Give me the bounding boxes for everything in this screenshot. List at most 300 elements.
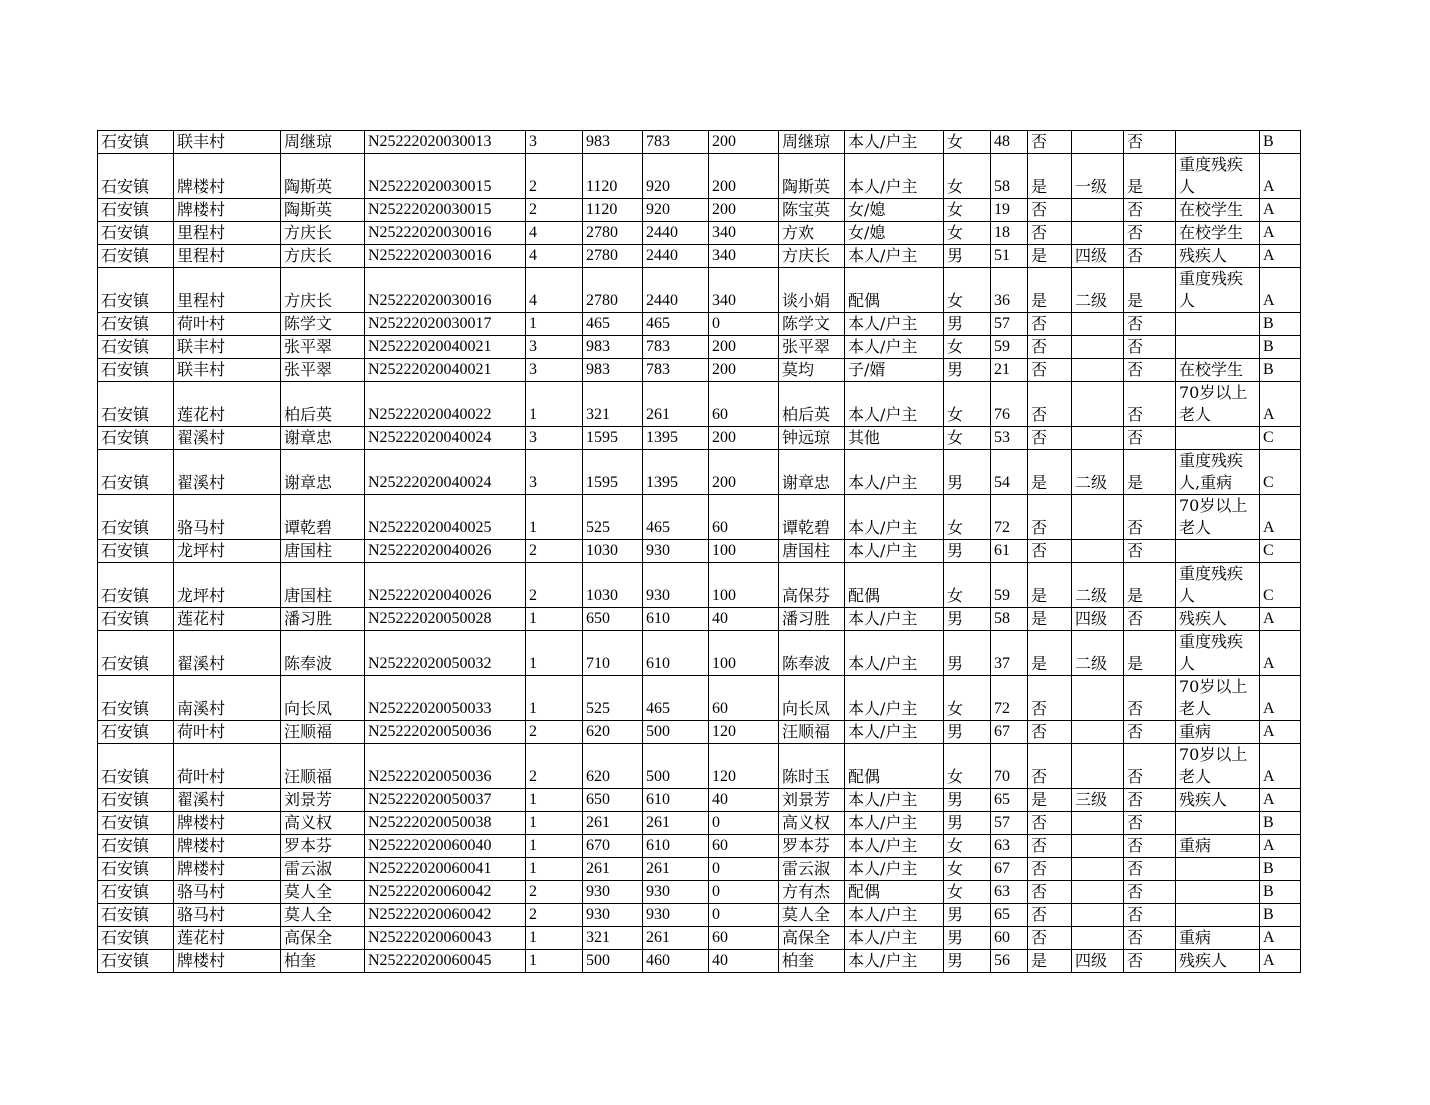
relation-cell: 本人/户主 [845,495,944,540]
extra-amount-cell: 60 [709,676,779,721]
village-cell: 翟溪村 [174,789,281,812]
extra-amount-cell: 340 [709,245,779,268]
total-amount-cell: 1120 [583,199,643,222]
household-head-cell: 向长凤 [281,676,365,721]
household-id-cell: N25222020030013 [365,131,526,154]
village-cell: 骆马村 [174,904,281,927]
household-head-cell: 高义权 [281,812,365,835]
disabled-flag-cell: 否 [1028,222,1072,245]
disability-level-cell: 二级 [1072,450,1124,495]
total-amount-cell: 1030 [583,563,643,608]
disabled-flag-cell: 否 [1028,858,1072,881]
total-amount-cell: 500 [583,950,643,973]
age-cell: 53 [991,427,1028,450]
extra-amount-cell: 100 [709,563,779,608]
village-cell: 荷叶村 [174,313,281,336]
relation-cell: 本人/户主 [845,382,944,427]
family-size-cell: 1 [526,495,583,540]
extra-amount-cell: 40 [709,950,779,973]
town-cell: 石安镇 [98,721,174,744]
village-cell: 骆马村 [174,495,281,540]
category-cell [1176,812,1260,835]
village-cell: 荷叶村 [174,721,281,744]
extra-amount-cell: 0 [709,904,779,927]
base-amount-cell: 465 [643,495,709,540]
member-name-cell: 刘景芳 [779,789,845,812]
household-head-cell: 潘习胜 [281,608,365,631]
disabled-flag-cell: 否 [1028,199,1072,222]
severe-flag-cell: 否 [1124,858,1176,881]
category-cell: 残疾人 [1176,245,1260,268]
disabled-flag-cell: 否 [1028,904,1072,927]
relation-cell: 本人/户主 [845,245,944,268]
town-cell: 石安镇 [98,382,174,427]
age-cell: 56 [991,950,1028,973]
table-row [98,427,1301,450]
extra-amount-cell: 40 [709,608,779,631]
age-cell: 67 [991,721,1028,744]
gender-cell: 女 [944,495,991,540]
table-row [98,904,1301,927]
category-cell: 70岁以上老人 [1176,744,1260,789]
table-row [98,563,1301,608]
table-row [98,950,1301,973]
age-cell: 70 [991,744,1028,789]
disabled-flag-cell: 否 [1028,131,1072,154]
town-cell: 石安镇 [98,812,174,835]
disability-level-cell [1072,835,1124,858]
severe-flag-cell: 否 [1124,789,1176,812]
grade-cell: A [1260,927,1301,950]
severe-flag-cell: 是 [1124,450,1176,495]
category-cell [1176,881,1260,904]
base-amount-cell: 465 [643,313,709,336]
town-cell: 石安镇 [98,563,174,608]
extra-amount-cell: 200 [709,359,779,382]
table-row [98,676,1301,721]
age-cell: 54 [991,450,1028,495]
age-cell: 19 [991,199,1028,222]
extra-amount-cell: 60 [709,835,779,858]
age-cell: 72 [991,495,1028,540]
severe-flag-cell: 否 [1124,382,1176,427]
town-cell: 石安镇 [98,199,174,222]
disabled-flag-cell: 否 [1028,881,1072,904]
total-amount-cell: 670 [583,835,643,858]
extra-amount-cell: 200 [709,154,779,199]
grade-cell: A [1260,950,1301,973]
category-cell: 重病 [1176,927,1260,950]
grade-cell: A [1260,631,1301,676]
disability-level-cell: 四级 [1072,950,1124,973]
disability-level-cell [1072,313,1124,336]
town-cell: 石安镇 [98,950,174,973]
relation-cell: 本人/户主 [845,835,944,858]
member-name-cell: 唐国柱 [779,540,845,563]
household-head-cell: 谢章忠 [281,427,365,450]
category-cell: 重度残疾人 [1176,631,1260,676]
severe-flag-cell: 否 [1124,131,1176,154]
age-cell: 58 [991,154,1028,199]
disabled-flag-cell: 否 [1028,495,1072,540]
household-head-cell: 汪顺福 [281,721,365,744]
total-amount-cell: 983 [583,359,643,382]
town-cell: 石安镇 [98,540,174,563]
severe-flag-cell: 否 [1124,336,1176,359]
severe-flag-cell: 否 [1124,199,1176,222]
disabled-flag-cell: 是 [1028,154,1072,199]
table-row [98,154,1301,199]
category-cell: 在校学生 [1176,359,1260,382]
family-size-cell: 2 [526,154,583,199]
table-row [98,199,1301,222]
grade-cell: A [1260,676,1301,721]
household-head-cell: 柏奎 [281,950,365,973]
total-amount-cell: 983 [583,336,643,359]
disabled-flag-cell: 否 [1028,382,1072,427]
member-name-cell: 雷云淑 [779,858,845,881]
household-id-cell: N25222020060043 [365,927,526,950]
age-cell: 51 [991,245,1028,268]
grade-cell: B [1260,812,1301,835]
severe-flag-cell: 是 [1124,154,1176,199]
severe-flag-cell: 是 [1124,268,1176,313]
category-cell: 残疾人 [1176,608,1260,631]
disability-level-cell [1072,540,1124,563]
category-cell: 残疾人 [1176,789,1260,812]
household-id-cell: N25222020030015 [365,154,526,199]
family-size-cell: 1 [526,631,583,676]
household-id-cell: N25222020060040 [365,835,526,858]
extra-amount-cell: 100 [709,631,779,676]
gender-cell: 男 [944,359,991,382]
gender-cell: 女 [944,835,991,858]
disability-level-cell [1072,336,1124,359]
age-cell: 59 [991,563,1028,608]
disability-level-cell [1072,881,1124,904]
base-amount-cell: 930 [643,563,709,608]
base-amount-cell: 920 [643,199,709,222]
household-head-cell: 张平翠 [281,359,365,382]
table-row [98,313,1301,336]
grade-cell: B [1260,359,1301,382]
household-id-cell: N25222020040021 [365,336,526,359]
spreadsheet [97,130,1301,973]
total-amount-cell: 650 [583,608,643,631]
severe-flag-cell: 否 [1124,313,1176,336]
severe-flag-cell: 否 [1124,950,1176,973]
relation-cell: 本人/户主 [845,927,944,950]
extra-amount-cell: 100 [709,540,779,563]
extra-amount-cell: 60 [709,495,779,540]
town-cell: 石安镇 [98,676,174,721]
severe-flag-cell: 否 [1124,904,1176,927]
extra-amount-cell: 200 [709,450,779,495]
household-head-cell: 方庆长 [281,222,365,245]
severe-flag-cell: 否 [1124,744,1176,789]
gender-cell: 女 [944,222,991,245]
family-size-cell: 1 [526,812,583,835]
household-id-cell: N25222020050032 [365,631,526,676]
disability-level-cell [1072,721,1124,744]
village-cell: 翟溪村 [174,631,281,676]
total-amount-cell: 1030 [583,540,643,563]
village-cell: 骆马村 [174,881,281,904]
severe-flag-cell: 否 [1124,359,1176,382]
member-name-cell: 汪顺福 [779,721,845,744]
disability-level-cell [1072,812,1124,835]
village-cell: 里程村 [174,222,281,245]
town-cell: 石安镇 [98,245,174,268]
severe-flag-cell: 是 [1124,631,1176,676]
data-table [97,130,1301,973]
member-name-cell: 陈时玉 [779,744,845,789]
base-amount-cell: 261 [643,927,709,950]
base-amount-cell: 930 [643,540,709,563]
grade-cell: A [1260,721,1301,744]
relation-cell: 本人/户主 [845,904,944,927]
household-id-cell: N25222020060041 [365,858,526,881]
family-size-cell: 2 [526,721,583,744]
member-name-cell: 钟远琼 [779,427,845,450]
total-amount-cell: 465 [583,313,643,336]
severe-flag-cell: 否 [1124,495,1176,540]
gender-cell: 女 [944,744,991,789]
member-name-cell: 莫均 [779,359,845,382]
family-size-cell: 2 [526,563,583,608]
age-cell: 67 [991,858,1028,881]
grade-cell: B [1260,881,1301,904]
severe-flag-cell: 是 [1124,563,1176,608]
member-name-cell: 谢章忠 [779,450,845,495]
village-cell: 南溪村 [174,676,281,721]
household-id-cell: N25222020040026 [365,563,526,608]
household-head-cell: 陈学文 [281,313,365,336]
household-head-cell: 陶斯英 [281,154,365,199]
member-name-cell: 张平翠 [779,336,845,359]
gender-cell: 女 [944,676,991,721]
household-id-cell: N25222020030016 [365,268,526,313]
age-cell: 65 [991,789,1028,812]
family-size-cell: 1 [526,950,583,973]
household-head-cell: 方庆长 [281,245,365,268]
disabled-flag-cell: 是 [1028,950,1072,973]
severe-flag-cell: 否 [1124,835,1176,858]
total-amount-cell: 525 [583,495,643,540]
gender-cell: 女 [944,881,991,904]
disability-level-cell: 二级 [1072,631,1124,676]
village-cell: 牌楼村 [174,950,281,973]
grade-cell: C [1260,450,1301,495]
disabled-flag-cell: 是 [1028,563,1072,608]
village-cell: 荷叶村 [174,744,281,789]
gender-cell: 男 [944,631,991,676]
household-head-cell: 谭乾碧 [281,495,365,540]
member-name-cell: 方庆长 [779,245,845,268]
family-size-cell: 1 [526,789,583,812]
category-cell [1176,540,1260,563]
relation-cell: 配偶 [845,563,944,608]
family-size-cell: 1 [526,835,583,858]
total-amount-cell: 710 [583,631,643,676]
grade-cell: A [1260,199,1301,222]
extra-amount-cell: 200 [709,427,779,450]
age-cell: 57 [991,313,1028,336]
category-cell [1176,313,1260,336]
grade-cell: B [1260,904,1301,927]
relation-cell: 本人/户主 [845,812,944,835]
grade-cell: C [1260,563,1301,608]
gender-cell: 男 [944,904,991,927]
member-name-cell: 周继琼 [779,131,845,154]
disabled-flag-cell: 否 [1028,336,1072,359]
grade-cell: A [1260,835,1301,858]
table-row [98,927,1301,950]
category-cell: 在校学生 [1176,199,1260,222]
gender-cell: 女 [944,858,991,881]
gender-cell: 男 [944,789,991,812]
disability-level-cell [1072,927,1124,950]
disabled-flag-cell: 否 [1028,927,1072,950]
gender-cell: 女 [944,336,991,359]
extra-amount-cell: 60 [709,382,779,427]
total-amount-cell: 2780 [583,245,643,268]
age-cell: 76 [991,382,1028,427]
family-size-cell: 1 [526,608,583,631]
gender-cell: 女 [944,427,991,450]
member-name-cell: 向长凤 [779,676,845,721]
disability-level-cell: 一级 [1072,154,1124,199]
town-cell: 石安镇 [98,222,174,245]
total-amount-cell: 261 [583,858,643,881]
village-cell: 莲花村 [174,927,281,950]
base-amount-cell: 1395 [643,427,709,450]
relation-cell: 本人/户主 [845,631,944,676]
base-amount-cell: 930 [643,881,709,904]
total-amount-cell: 930 [583,904,643,927]
household-head-cell: 雷云淑 [281,858,365,881]
grade-cell: A [1260,268,1301,313]
household-head-cell: 高保全 [281,927,365,950]
town-cell: 石安镇 [98,450,174,495]
disabled-flag-cell: 是 [1028,631,1072,676]
household-head-cell: 唐国柱 [281,563,365,608]
base-amount-cell: 783 [643,336,709,359]
village-cell: 翟溪村 [174,450,281,495]
gender-cell: 男 [944,608,991,631]
category-cell: 在校学生 [1176,222,1260,245]
disabled-flag-cell: 是 [1028,789,1072,812]
base-amount-cell: 2440 [643,268,709,313]
relation-cell: 本人/户主 [845,950,944,973]
relation-cell: 本人/户主 [845,313,944,336]
disabled-flag-cell: 是 [1028,608,1072,631]
gender-cell: 女 [944,563,991,608]
member-name-cell: 谈小娟 [779,268,845,313]
town-cell: 石安镇 [98,131,174,154]
household-id-cell: N25222020040022 [365,382,526,427]
town-cell: 石安镇 [98,858,174,881]
age-cell: 18 [991,222,1028,245]
total-amount-cell: 1595 [583,450,643,495]
base-amount-cell: 465 [643,676,709,721]
severe-flag-cell: 否 [1124,427,1176,450]
gender-cell: 女 [944,154,991,199]
member-name-cell: 高保芬 [779,563,845,608]
base-amount-cell: 261 [643,858,709,881]
family-size-cell: 2 [526,744,583,789]
grade-cell: B [1260,131,1301,154]
age-cell: 65 [991,904,1028,927]
household-id-cell: N25222020060045 [365,950,526,973]
town-cell: 石安镇 [98,744,174,789]
category-cell: 重度残疾人,重病 [1176,450,1260,495]
town-cell: 石安镇 [98,881,174,904]
disability-level-cell: 四级 [1072,608,1124,631]
town-cell: 石安镇 [98,313,174,336]
total-amount-cell: 525 [583,676,643,721]
category-cell: 70岁以上老人 [1176,676,1260,721]
disability-level-cell [1072,222,1124,245]
severe-flag-cell: 否 [1124,812,1176,835]
severe-flag-cell: 否 [1124,927,1176,950]
household-head-cell: 罗本芬 [281,835,365,858]
disabled-flag-cell: 否 [1028,744,1072,789]
base-amount-cell: 930 [643,904,709,927]
extra-amount-cell: 0 [709,313,779,336]
table-row [98,382,1301,427]
household-id-cell: N25222020030016 [365,245,526,268]
grade-cell: B [1260,313,1301,336]
age-cell: 72 [991,676,1028,721]
disabled-flag-cell: 否 [1028,359,1072,382]
total-amount-cell: 983 [583,131,643,154]
table-row [98,744,1301,789]
household-id-cell: N25222020050036 [365,721,526,744]
relation-cell: 本人/户主 [845,858,944,881]
household-id-cell: N25222020030016 [365,222,526,245]
disability-level-cell [1072,427,1124,450]
village-cell: 龙坪村 [174,563,281,608]
grade-cell: A [1260,154,1301,199]
total-amount-cell: 2780 [583,222,643,245]
relation-cell: 本人/户主 [845,540,944,563]
age-cell: 63 [991,835,1028,858]
disability-level-cell: 三级 [1072,789,1124,812]
total-amount-cell: 620 [583,744,643,789]
disability-level-cell: 二级 [1072,268,1124,313]
gender-cell: 男 [944,245,991,268]
table-row [98,268,1301,313]
town-cell: 石安镇 [98,835,174,858]
member-name-cell: 高义权 [779,812,845,835]
household-id-cell: N25222020050028 [365,608,526,631]
relation-cell: 其他 [845,427,944,450]
table-row [98,222,1301,245]
household-id-cell: N25222020050038 [365,812,526,835]
extra-amount-cell: 200 [709,131,779,154]
village-cell: 莲花村 [174,382,281,427]
member-name-cell: 方有杰 [779,881,845,904]
town-cell: 石安镇 [98,495,174,540]
town-cell: 石安镇 [98,336,174,359]
disabled-flag-cell: 否 [1028,313,1072,336]
age-cell: 36 [991,268,1028,313]
grade-cell: A [1260,222,1301,245]
town-cell: 石安镇 [98,904,174,927]
village-cell: 牌楼村 [174,835,281,858]
category-cell: 残疾人 [1176,950,1260,973]
